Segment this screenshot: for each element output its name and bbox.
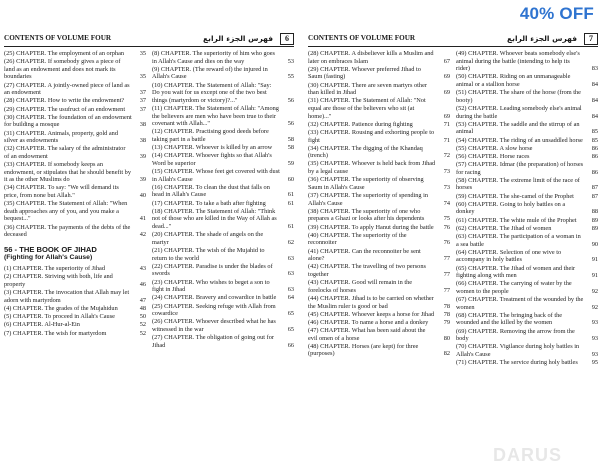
toc-entry-page: 39 (139, 152, 146, 160)
toc-entry-title: (64) CHAPTER. Selection of one wive to accompany in holy battles (456, 248, 562, 264)
toc-entry (4, 82, 146, 97)
toc-entry (456, 225, 598, 233)
toc-entry-title: (4) CHAPTER. The grades of the Mujahidun (4, 305, 118, 313)
toc-entry-page: 93 (591, 335, 598, 343)
toc-entry (308, 295, 450, 310)
toc-entry-title: (8) CHAPTER. The superiority of him who goes in Allah's Cause and dies on the way (152, 50, 276, 65)
toc-entry-page: 87 (591, 192, 598, 200)
toc-entry-page: 60 (287, 175, 294, 183)
toc-entry (4, 114, 146, 129)
toc-entry-page: 71 (443, 120, 450, 128)
toc-entry (152, 82, 294, 105)
toc-entry (152, 128, 294, 143)
toc-entry-page: 67 (443, 57, 450, 65)
toc-entry-title: (29) CHAPTER. Whoever preferred Jihad to Saum (fasting) (308, 65, 421, 81)
toc-entry (308, 319, 450, 327)
toc-entry-page: 72 (443, 152, 450, 160)
toc-entry (4, 161, 146, 184)
toc-entry-title: (50) CHAPTER. Riding on an unmanageable animal or a stallion horse (456, 73, 571, 88)
toc-entry (152, 184, 294, 199)
toc-entry-page: 59 (287, 159, 294, 167)
toc-entry-page: 61 (287, 199, 294, 207)
toc-entry-title: (25) CHAPTER. Seeking refuge with Allah from cowardice (152, 302, 276, 318)
toc-entry-page: 84 (591, 96, 598, 104)
toc-entry-title: (35) CHAPTER. Whoever is held back from Jihad by a legal cause (308, 160, 436, 176)
toc-entry-title: (22) CHAPTER. Paradise is under the blades of swords (152, 262, 273, 278)
toc-entry (152, 105, 294, 128)
toc-entry-title: (31) CHAPTER. The Statement of Allah: "Not equal are those of the believers who sit (at home)..." (308, 97, 426, 120)
toc-entry-page: 41 (139, 215, 146, 223)
toc-entry (308, 311, 450, 319)
toc-entry-title: (68) CHAPTER. The bringing back of the wounded and the killed by the women (456, 311, 563, 327)
toc-entry-page: 85 (591, 136, 598, 144)
toc-entry (456, 153, 598, 161)
toc-entry-page: 66 (287, 341, 294, 349)
toc-entry-page: 35 (139, 50, 146, 57)
toc-entry-page: 65 (287, 310, 294, 318)
toc-entry-title: (36) CHAPTER. The superiority of observing Saum in Allah's Cause (308, 176, 424, 191)
toc-entry-page: 76 (443, 239, 450, 247)
toc-entry-title: (58) CHAPTER. The extreme limit of the race of horses (456, 176, 580, 192)
toc-entry-title: (9) CHAPTER. (The reward of) the injured in Allah's Cause (152, 65, 268, 81)
toc-entry-title: (47) CHAPTER. What has been said about the evil omen of a horse (308, 327, 426, 342)
toc-entry-title: (16) CHAPTER. To clean the dust that falls on head in Allah's Cause (152, 183, 270, 199)
toc-entry-page: 89 (591, 224, 598, 232)
toc-entry-page: 53 (287, 57, 294, 65)
toc-entry (152, 200, 294, 208)
toc-entry (456, 217, 598, 225)
toc-entry (152, 208, 294, 231)
toc-entry-title: (20) CHAPTER. The shade of angels on the martyr (152, 231, 264, 246)
toc-entry (308, 82, 450, 97)
toc-entry-page: 84 (591, 112, 598, 120)
toc-entry-title: (28) CHAPTER. A disbeliever kills a Muslim and later on embraces Islam (308, 50, 434, 65)
toc-entry (4, 224, 146, 239)
toc-entry-title: (36) CHAPTER. The payments of the debts of the deceased (4, 223, 131, 239)
toc-entry (152, 152, 294, 167)
toc-entry-title: (23) CHAPTER. Who wishes to beget a son to fight in Jihad (152, 278, 270, 294)
toc-entry-title: (33) CHAPTER. If somebody keeps an endowment, or stipulates that he should benefit by it as the other Muslims do (4, 161, 131, 184)
toc-entry (4, 273, 146, 288)
right-col-1 (308, 50, 450, 367)
toc-entry-title: (30) CHAPTER. The foundation of an endowment for building a mosque (4, 113, 132, 129)
toc-entry-title: (39) CHAPTER. To apply Hanut during the battle (308, 223, 434, 231)
toc-entry-title: (1) CHAPTER. The superiority of Jihad (4, 265, 105, 273)
toc-entry-page: 89 (591, 216, 598, 224)
toc-entry (4, 289, 146, 304)
toc-entry (456, 328, 598, 343)
toc-entry (308, 97, 450, 120)
right-page-number: 7 (584, 33, 598, 45)
toc-entry (4, 330, 146, 338)
toc-entry (308, 129, 450, 144)
toc-entry-page: 38 (139, 137, 146, 145)
left-header-title: CONTENTS OF VOLUME FOUR (4, 34, 112, 43)
left-header-arabic: فهرس الجزء الرابع (203, 34, 273, 44)
toc-entry-title: (70) CHAPTER. Vigilance during holy battles in Allah's Cause (456, 343, 580, 359)
toc-entry-title: (60) CHAPTER. Going to holy battles on a donkey (456, 200, 566, 216)
left-col-1 (4, 50, 146, 350)
toc-entry-title: (46) CHAPTER. To name a horse and a donkey (308, 318, 429, 326)
toc-entry-page: 61 (287, 223, 294, 230)
toc-entry-title: (49) CHAPTER. Whoever beats somebody else's animal during the battle (intending to help its rider) (456, 50, 580, 73)
toc-entry-title: (30) CHAPTER. There are seven martyrs other than killed in Jihad (308, 81, 427, 97)
toc-entry-page: 40 (139, 192, 146, 200)
toc-entry (456, 73, 598, 88)
toc-entry (456, 343, 598, 358)
toc-entry-page: 73 (443, 168, 450, 176)
toc-entry-title: (27) CHAPTER. A jointly-owned piece of land as an endowment (4, 81, 130, 97)
toc-entry-page: 92 (591, 287, 598, 295)
left-page-header (4, 32, 294, 47)
toc-entry-page: 56 (287, 120, 294, 128)
toc-entry-title: (42) CHAPTER. The travelling of two persons together (308, 263, 426, 278)
right-header-right (507, 33, 598, 45)
toc-entry (152, 50, 294, 65)
toc-entry-title: (13) CHAPTER. Whoever is killed by an arrow (152, 144, 273, 152)
toc-entry-page: 46 (139, 281, 146, 289)
toc-entry-title: (27) CHAPTER. The obligation of going out for Jihad (152, 334, 274, 349)
toc-entry-page: 74 (443, 199, 450, 207)
toc-entry-title: (2) CHAPTER. Striving with both, life and property (4, 273, 113, 289)
toc-entry-page: 52 (139, 321, 146, 329)
toc-entry-page: 39 (139, 176, 146, 184)
toc-entry-page: 86 (591, 168, 598, 176)
toc-entry (456, 137, 598, 145)
toc-entry-page: 56 (287, 96, 294, 104)
toc-entry-title: (63) CHAPTER. The participation of a woman in a sea battle (456, 232, 581, 248)
toc-entry (456, 177, 598, 192)
toc-entry-title: (7) CHAPTER. The wish for martyrdom (4, 329, 107, 337)
right-header-title: CONTENTS OF VOLUME FOUR (308, 34, 416, 43)
right-header-arabic: فهرس الجزء الرابع (507, 34, 577, 44)
toc-entry-title: (52) CHAPTER. Leading somebody else's animal during the battle (456, 104, 582, 120)
toc-entry-title: (43) CHAPTER. Good will remain in the forelocks of horses (308, 279, 413, 294)
toc-entry (456, 193, 598, 201)
toc-entry (308, 279, 450, 294)
toc-entry (152, 318, 294, 333)
toc-entry-page: 55 (287, 73, 294, 81)
toc-entry (4, 265, 146, 273)
toc-entry-title: (12) CHAPTER. Practising good deeds before taking part in a battle (152, 128, 269, 143)
toc-entry (308, 224, 450, 232)
left-columns (4, 50, 294, 350)
toc-entry-title: (65) CHAPTER. The Jihad of women and their fighting along with men (456, 264, 576, 280)
toc-entry (456, 296, 598, 311)
toc-entry-title: (34) CHAPTER. The digging of the Khandaq (trench) (308, 144, 423, 160)
toc-entry-title: (24) CHAPTER. Bravery and cowardice in battle (152, 294, 277, 302)
toc-entry (152, 263, 294, 278)
toc-entry-page: 86 (591, 152, 598, 160)
toc-entry-page: 77 (443, 255, 450, 263)
watermark: DARUS (492, 445, 562, 465)
toc-entry (4, 58, 146, 81)
toc-entry-title: (59) CHAPTER. The she-camel of the Prophet (456, 192, 574, 200)
toc-entry (4, 184, 146, 199)
toc-entry-title: (67) CHAPTER. Treatment of the wounded by the women (456, 296, 584, 311)
toc-entry-title: (3) CHAPTER. The invocation that Allah may let adorn with martyrdom (4, 289, 130, 304)
toc-entry-page: 63 (287, 254, 294, 262)
toc-entry-title: (56) CHAPTER. Horse races (456, 152, 530, 160)
toc-entry-title: (48) CHAPTER. Horses (are kept) for three (purposes) (308, 342, 419, 358)
toc-entry (152, 144, 294, 152)
toc-entry-title: (10) CHAPTER. The Statement of Allah: "Say: Do you wait for us except one of the two best things (martyrdom or victory)?..." (152, 81, 272, 104)
toc-entry-title: (53) CHAPTER. The saddle and the stirrup of an animal (456, 120, 580, 136)
toc-entry (308, 232, 450, 247)
toc-entry-page: 91 (591, 272, 598, 280)
toc-entry-page: 65 (287, 325, 294, 333)
toc-entry (4, 321, 146, 329)
toc-entry (456, 161, 598, 176)
toc-entry-title: (66) CHAPTER. The carrying of water by the women to the people (456, 280, 572, 295)
toc-entry (456, 265, 598, 280)
toc-entry (152, 334, 294, 349)
toc-entry-page: 47 (139, 296, 146, 304)
book-subtitle: (Fighting for Allah's Cause) (4, 253, 93, 261)
toc-entry (308, 192, 450, 207)
toc-entry (308, 248, 450, 263)
toc-entry (4, 305, 146, 313)
toc-entry (4, 106, 146, 114)
toc-entry-title: (40) CHAPTER. The superiority of the reconnoiter (308, 231, 407, 247)
toc-entry-title: (26) CHAPTER. Whoever described what he has witnessed in the war (152, 318, 276, 333)
toc-entry-title: (38) CHAPTER. The superiority of one who prepares a Ghazi or looks after his dependents (308, 207, 425, 223)
toc-entry (456, 312, 598, 327)
left-col-2 (152, 50, 294, 350)
toc-entry (456, 201, 598, 216)
toc-entry-title: (18) CHAPTER. The Statement of Allah: "Think not of those who are killed in the Way of Allah as dead..." (152, 207, 277, 230)
toc-entry-title: (55) CHAPTER. A slow horse (456, 144, 533, 152)
toc-entry-title: (51) CHAPTER. The share of the horse (from the booty) (456, 89, 581, 104)
toc-entry-title: (61) CHAPTER. The white mule of the Prophet (456, 216, 577, 224)
toc-entry-page: 42 (139, 231, 146, 239)
toc-entry-title: (57) CHAPTER. Idmar (the preparation) of horses for racing (456, 161, 584, 176)
toc-entry-page: 58 (287, 144, 294, 152)
toc-entry (308, 263, 450, 278)
right-page-header (308, 32, 598, 47)
toc-entry (4, 130, 146, 145)
toc-entry-page: 75 (443, 215, 450, 223)
toc-entry (308, 50, 450, 65)
toc-entry-page: 50 (139, 313, 146, 321)
right-columns (308, 50, 598, 367)
book-title: 56 - THE BOOK OF JIHAD (4, 244, 97, 254)
toc-entry (456, 249, 598, 264)
toc-entry (4, 97, 146, 105)
toc-entry-page: 62 (287, 238, 294, 246)
toc-entry-title: (35) CHAPTER. The Statement of Allah: "When death approaches any of you, and you make a bequest..." (4, 200, 128, 223)
toc-entry (308, 66, 450, 81)
toc-entry-title: (45) CHAPTER. Whoever keeps a horse for Jihad (308, 310, 435, 318)
toc-entry-title: (25) CHAPTER. The employment of an orphan (4, 50, 125, 57)
toc-entry-page: 77 (443, 286, 450, 294)
toc-entry-title: (33) CHAPTER. Rousing and exhorting people to fight (308, 128, 435, 144)
toc-entry-page: 76 (443, 223, 450, 231)
toc-entry (152, 294, 294, 302)
toc-entry (456, 89, 598, 104)
toc-entry (152, 231, 294, 246)
toc-entry-page: 48 (139, 305, 146, 313)
toc-entry (456, 280, 598, 295)
toc-entry-page: 69 (443, 112, 450, 120)
toc-entry-page: 64 (287, 294, 294, 302)
toc-entry-page: 80 (443, 334, 450, 342)
left-page-number: 6 (280, 33, 294, 45)
toc-entry-page: 61 (287, 191, 294, 199)
toc-entry-page: 87 (591, 184, 598, 192)
toc-entry-title: (62) CHAPTER. The Jihad of women (456, 224, 552, 232)
toc-entry-title: (11) CHAPTER. The Statement of Allah: "Among the believers are men who have been true to their covenant with Allah..." (152, 104, 279, 128)
toc-entry-title: (37) CHAPTER. The superiority of spending in Allah's Cause (308, 192, 429, 207)
toc-entry-page: 58 (287, 135, 294, 143)
toc-entry (152, 303, 294, 318)
toc-entry-title: (44) CHAPTER. Jihad is to be carried on whether the Muslim ruler is good or bad (308, 294, 434, 310)
toc-entry-page: 71 (443, 136, 450, 144)
toc-entry-title: (54) CHAPTER. The riding of an unsaddled horse (456, 136, 583, 144)
toc-entry-page: 35 (139, 73, 146, 81)
toc-entry-page: 86 (591, 144, 598, 152)
toc-entry-page: 83 (591, 65, 598, 73)
toc-entry-title: (21) CHAPTER. The wish of the Mujahid to return to the world (152, 246, 265, 262)
toc-entry (308, 160, 450, 175)
toc-entry-page: 84 (591, 80, 598, 88)
toc-entry (308, 145, 450, 160)
toc-entry-page: 37 (139, 89, 146, 97)
left-header-right (203, 33, 294, 45)
toc-entry-page: 69 (443, 89, 450, 97)
toc-entry-page: 69 (443, 73, 450, 81)
toc-entry (456, 145, 598, 153)
toc-entry-page: 92 (591, 303, 598, 311)
toc-entry (456, 105, 598, 120)
toc-entry (4, 145, 146, 160)
toc-entry (308, 176, 450, 191)
toc-entry-title: (34) CHAPTER. To say: "We will demand its price, from none but Allah." (4, 184, 119, 200)
toc-entry-title: (29) CHAPTER. The usufruct of an endowment (4, 105, 126, 113)
toc-entry-page: 93 (591, 319, 598, 327)
toc-entry-title: (17) CHAPTER. To take a bath after fighting (152, 199, 266, 207)
toc-entry-page: 77 (443, 270, 450, 278)
toc-entry (456, 233, 598, 248)
toc-entry (308, 343, 450, 358)
toc-entry-page: 90 (591, 240, 598, 248)
toc-entry-title: (6) CHAPTER. Al-Hur-al-Ein (4, 321, 80, 329)
toc-entry-title: (32) CHAPTER. The salary of the administrator of an endowment (4, 145, 126, 160)
toc-entry (152, 247, 294, 262)
book-heading (4, 245, 146, 263)
toc-entry (308, 121, 450, 129)
toc-entry-page: 78 (443, 302, 450, 310)
toc-entry-page: 78 (443, 310, 450, 318)
toc-entry-title: (14) CHAPTER. Whoever fights so that Allah's Word be superior (152, 152, 272, 167)
toc-entry (152, 66, 294, 81)
toc-entry-title: (5) CHAPTER. To proceed in Allah's Cause (4, 313, 115, 321)
toc-entry (456, 359, 598, 367)
toc-entry-title: (26) CHAPTER. If somebody gives a piece of land as an endowment and does not mark its boundaries (4, 58, 121, 81)
toc-entry-page: 85 (591, 128, 598, 136)
toc-entry-page: 79 (443, 318, 450, 326)
toc-entry-title: (28) CHAPTER. How to write the endowment? (4, 97, 125, 105)
toc-entry-title: (31) CHAPTER. Animals, property, gold and silver as endowments (4, 129, 118, 145)
right-col-2 (456, 50, 598, 367)
discount-badge: 40% OFF (519, 4, 594, 23)
left-page (4, 32, 294, 470)
toc-entry-page: 38 (139, 121, 146, 129)
toc-entry-page: 82 (443, 350, 450, 358)
toc-entry (152, 168, 294, 183)
right-page (308, 32, 598, 470)
toc-entry-title: (71) CHAPTER. The service during holy battles (456, 359, 578, 367)
toc-entry-page: 43 (139, 265, 146, 273)
toc-entry-page: 88 (591, 208, 598, 216)
toc-entry-page: 63 (287, 270, 294, 278)
toc-entry (4, 50, 146, 58)
toc-entry-title: (69) CHAPTER. Removing the arrow from the body (456, 327, 575, 343)
toc-entry-title: (32) CHAPTER. Patience during fighting (308, 120, 413, 128)
toc-entry-title: (41) CHAPTER. Can the reconnoiter be sent alone? (308, 247, 421, 263)
toc-entry (456, 121, 598, 136)
toc-entry-page: 37 (139, 97, 146, 105)
toc-entry-page: 63 (287, 286, 294, 294)
toc-entry-page: 95 (591, 359, 598, 367)
toc-entry-page: 91 (591, 256, 598, 264)
toc-entry-page: 93 (591, 351, 598, 359)
toc-entry (152, 279, 294, 294)
toc-entry (456, 50, 598, 73)
toc-entry (4, 200, 146, 223)
toc-entry-page: 37 (139, 105, 146, 113)
toc-entry-page: 52 (139, 329, 146, 337)
toc-entry (4, 313, 146, 321)
toc-entry-title: (15) CHAPTER. Whose feet get covered with dust in Allah's Cause (152, 168, 280, 183)
toc-entry (308, 208, 450, 223)
toc-entry (308, 327, 450, 342)
toc-entry-page: 73 (443, 183, 450, 191)
